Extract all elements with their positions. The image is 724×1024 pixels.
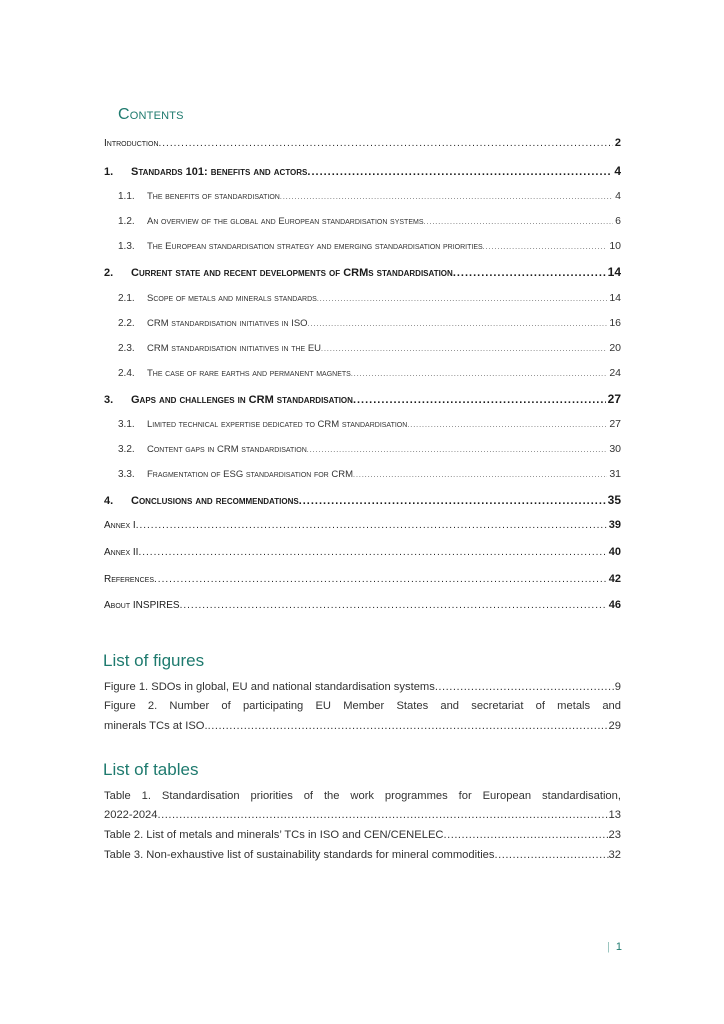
- toc-entry-section-3[interactable]: [104, 392, 621, 410]
- toc-entry-section-2-3[interactable]: [118, 342, 621, 360]
- toc-entry-references[interactable]: [104, 573, 621, 591]
- toc-entry-number: 3.: [104, 394, 114, 406]
- toc-entry-number: 2.: [104, 267, 114, 279]
- toc-entry-number: 2.2.: [118, 318, 135, 329]
- toc-entry-title: Content gaps in CRM standardisation: [147, 444, 307, 455]
- table-entry-1-line-2[interactable]: [104, 806, 621, 824]
- toc-entry-section-2-1[interactable]: [118, 292, 621, 310]
- toc-entry-page: 30: [609, 443, 621, 455]
- table-entry-page: 23: [608, 829, 621, 841]
- toc-entry-title: About INSPIRES: [104, 600, 180, 611]
- toc-entry-section-3-2[interactable]: [118, 443, 621, 461]
- figure-entry-page: 9: [614, 681, 621, 693]
- toc-entry-number: 2.4.: [118, 368, 135, 379]
- toc-entry-number: 1.2.: [118, 216, 135, 227]
- toc-entry-title: Scope of metals and minerals standards: [147, 293, 317, 304]
- toc-entry-title: CRM standardisation initiatives in ISO: [147, 318, 308, 329]
- figure-entry-title: minerals TCs at ISO.: [104, 720, 208, 732]
- table-entry-2[interactable]: [104, 826, 621, 844]
- toc-entry-page: 35: [607, 493, 621, 507]
- toc-entry-page: 31: [609, 468, 621, 480]
- figure-entry-page: 29: [608, 720, 621, 732]
- toc-entry-page: 6: [615, 215, 621, 227]
- toc-entry-annex-1[interactable]: [104, 519, 621, 537]
- figure-entry-2-line-1[interactable]: Figure 2. Number of participating EU Member States and secretariat of metals and: [104, 700, 621, 712]
- toc-entry-page: 14: [607, 265, 621, 279]
- toc-entry-page: 20: [609, 342, 621, 354]
- toc-entry-title: Current state and recent developments of CRMs standardisation: [131, 267, 453, 279]
- toc-entry-section-3-1[interactable]: [118, 418, 621, 436]
- table-entry-title: Table 2. List of metals and minerals’ TCs in ISO and CEN/CENELEC: [104, 829, 444, 841]
- table-entry-title: Table 3. Non-exhaustive list of sustainability standards for mineral commodities: [104, 849, 495, 861]
- toc-entry-page: 4: [614, 164, 621, 178]
- toc-entry-annex-2[interactable]: [104, 546, 621, 564]
- footer-separator: |: [607, 941, 610, 953]
- toc-entry-number: 1.1.: [118, 191, 135, 202]
- toc-entry-title: Limited technical expertise dedicated to CRM standardisation: [147, 419, 408, 430]
- toc-entry-section-1-2[interactable]: [118, 215, 621, 233]
- toc-entry-number: 2.1.: [118, 293, 135, 304]
- toc-entry-page: 27: [609, 418, 621, 430]
- list-of-tables-heading: List of tables: [103, 760, 199, 779]
- toc-entry-title: References: [104, 574, 155, 585]
- toc-entry-number: 1.3.: [118, 241, 135, 252]
- toc-entry-page: 10: [609, 240, 621, 252]
- table-entry-1-line-1[interactable]: Table 1. Standardisation priorities of the work programmes for European standardisation,: [104, 790, 621, 802]
- toc-entry-title: Fragmentation of ESG standardisation for CRM: [147, 469, 354, 480]
- figure-entry-title: Figure 1. SDOs in global, EU and national standardisation systems: [104, 681, 435, 693]
- toc-heading: Contents: [118, 106, 184, 123]
- list-of-figures-heading: List of figures: [103, 651, 205, 670]
- page-number: 1: [615, 941, 622, 953]
- toc-entry-title: CRM standardisation initiatives in the EU: [147, 343, 322, 354]
- toc-entry-number: 3.2.: [118, 444, 135, 455]
- figure-entry-1[interactable]: [104, 678, 621, 696]
- toc-entry-number: 4.: [104, 495, 114, 507]
- toc-entry-title: Introduction: [104, 138, 159, 149]
- toc-entry-page: 46: [608, 599, 621, 611]
- toc-entry-title: The benefits of standardisation: [147, 191, 280, 202]
- toc-entry-page: 2: [614, 137, 621, 149]
- toc-entry-section-2-2[interactable]: [118, 317, 621, 335]
- toc-entry-title: The European standardisation strategy and emerging standardisation priorities: [147, 241, 483, 252]
- toc-entry-page: 16: [609, 317, 621, 329]
- toc-entry-title: Standards 101: benefits and actors: [131, 166, 308, 178]
- toc-entry-title: The case of rare earths and permanent magnets: [147, 368, 351, 379]
- toc-entry-title: Gaps and challenges in CRM standardisation: [131, 394, 353, 406]
- toc-entry-introduction[interactable]: [104, 137, 621, 155]
- table-entry-title: 2022-2024: [104, 809, 158, 821]
- toc-entry-section-1-3[interactable]: [118, 240, 621, 258]
- toc-entry-number: 1.: [104, 166, 114, 178]
- toc-entry-page: 42: [608, 573, 621, 585]
- page-footer: [607, 941, 622, 953]
- toc-entry-page: 4: [615, 190, 621, 202]
- toc-entry-title: Annex II: [104, 547, 139, 558]
- table-entry-page: 32: [608, 849, 621, 861]
- toc-entry-page: 14: [609, 292, 621, 304]
- toc-entry-title: Annex I: [104, 520, 136, 531]
- toc-entry-section-2[interactable]: [104, 265, 621, 283]
- toc-entry-number: 2.3.: [118, 343, 135, 354]
- toc-entry-page: 24: [609, 367, 621, 379]
- figure-entry-2-line-2[interactable]: [104, 717, 621, 735]
- toc-entry-section-4[interactable]: [104, 493, 621, 511]
- toc-entry-section-1-1[interactable]: [118, 190, 621, 208]
- toc-entry-section-1[interactable]: [104, 164, 621, 182]
- toc-entry-page: 27: [607, 392, 621, 406]
- toc-entry-number: 3.3.: [118, 469, 135, 480]
- toc-entry-section-3-3[interactable]: [118, 468, 621, 486]
- toc-entry-page: 40: [608, 546, 621, 558]
- table-entry-page: 13: [608, 809, 621, 821]
- table-entry-3[interactable]: [104, 846, 621, 864]
- toc-entry-page: 39: [608, 519, 621, 531]
- toc-entry-about-inspires[interactable]: [104, 599, 621, 617]
- toc-entry-section-2-4[interactable]: [118, 367, 621, 385]
- toc-entry-title: An overview of the global and European standardisation systems: [147, 216, 424, 227]
- toc-entry-number: 3.1.: [118, 419, 135, 430]
- toc-entry-title: Conclusions and recommendations: [131, 495, 299, 507]
